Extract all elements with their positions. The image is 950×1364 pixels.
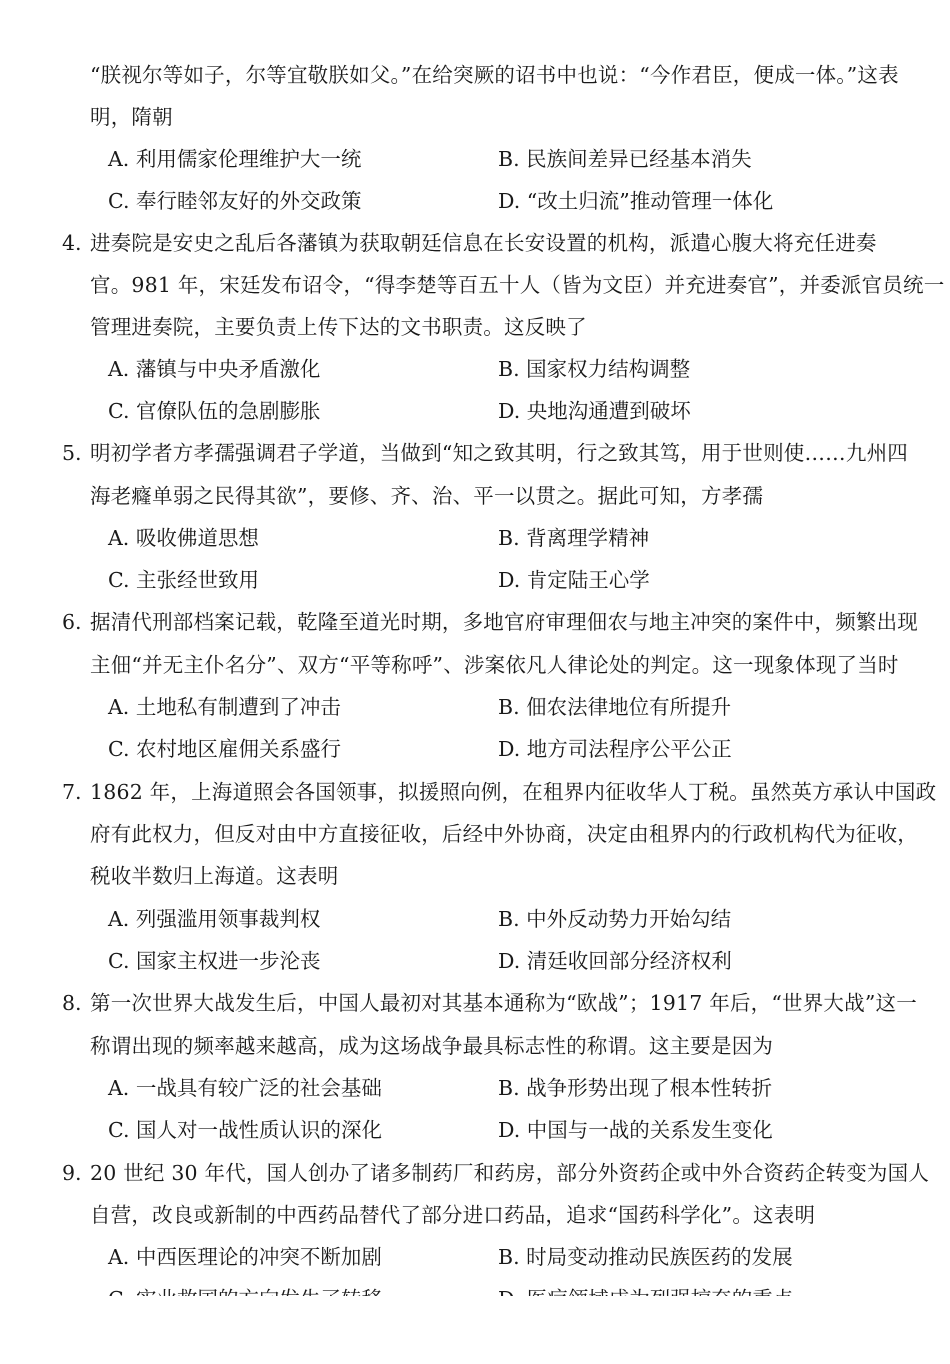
q5-stem-line-2: 海老癃单弱之民得其欲”，要修、齐、治、平一以贯之。据此可知，方孝孺: [90, 484, 764, 508]
q9-stem-line-1: 20 世纪 30 年代，国人创办了诸多制药厂和药房，部分外资药企或中外合资药企转变为国人: [90, 1161, 930, 1185]
q5-option-d[interactable]: D. 肯定陆王心学: [498, 568, 650, 592]
q4-option-b[interactable]: B. 国家权力结构调整: [498, 357, 691, 381]
q7-stem-line-2: 府有此权力，但反对由中方直接征收，后经中外协商，决定由租界内的行政机构代为征收，: [90, 822, 918, 846]
q3-option-a[interactable]: A. 利用儒家伦理维护大一统: [108, 147, 362, 171]
q3-option-c[interactable]: C. 奉行睦邻友好的外交政策: [108, 189, 362, 213]
q5-option-b[interactable]: B. 背离理学精神: [498, 526, 650, 550]
q4-number: 4.: [62, 231, 82, 255]
q9-option-a[interactable]: A. 中西医理论的冲突不断加剧: [108, 1245, 382, 1269]
q7-stem-line-3: 税收半数归上海道。这表明: [90, 864, 339, 888]
q4-option-d[interactable]: D. 央地沟通遭到破坏: [498, 399, 691, 423]
q6-option-b[interactable]: B. 佃农法律地位有所提升: [498, 695, 732, 719]
q5-option-a[interactable]: A. 吸收佛道思想: [108, 526, 259, 550]
q7-option-b[interactable]: B. 中外反动势力开始勾结: [498, 907, 732, 931]
q8-stem-line-2: 称谓出现的频率越来越高，成为这场战争最具标志性的称谓。这主要是因为: [90, 1034, 774, 1058]
q9-stem-line-2: 自营，改良或新制的中西药品替代了部分进口药品，追求“国药科学化”。这表明: [90, 1203, 816, 1227]
q7-option-a[interactable]: A. 列强滥用领事裁判权: [108, 907, 321, 931]
q8-stem-line-1: 第一次世界大战发生后，中国人最初对其基本通称为“欧战”；1917 年后，“世界大战”这一: [90, 991, 917, 1015]
q5-number: 5.: [62, 441, 82, 465]
q8-number: 8.: [62, 991, 82, 1015]
q9-number: 9.: [62, 1161, 82, 1185]
q6-stem-line-1: 据清代刑部档案记载，乾隆至道光时期，多地官府审理佃农与地主冲突的案件中，频繁出现: [90, 610, 918, 634]
q6-option-a[interactable]: A. 土地私有制遭到了冲击: [108, 695, 341, 719]
q5-option-c[interactable]: C. 主张经世致用: [108, 568, 259, 592]
q3-stem-line-1: “朕视尔等如子，尔等宜敬朕如父。”在给突厥的诏书中也说：“今作君臣，便成一体。”这表: [90, 63, 899, 87]
q3-stem-line-2: 明，隋朝: [90, 105, 173, 129]
q4-option-c[interactable]: C. 官僚队伍的急剧膨胀: [108, 399, 321, 423]
q7-option-d[interactable]: D. 清廷收回部分经济权利: [498, 949, 732, 973]
q5-stem-line-1: 明初学者方孝孺强调君子学道，当做到“知之致其明，行之致其笃，用于世则使……九州四: [90, 441, 908, 465]
q7-number: 7.: [62, 780, 82, 804]
q9-option-b[interactable]: B. 时局变动推动民族医药的发展: [498, 1245, 793, 1269]
q7-stem-line-1: 1862 年，上海道照会各国领事，拟援照向例，在租界内征收华人丁税。虽然英方承认中国政: [90, 780, 937, 804]
q4-stem-line-3: 管理进奏院，主要负责上传下达的文书职责。这反映了: [90, 315, 587, 339]
q6-number: 6.: [62, 610, 82, 634]
q4-option-a[interactable]: A. 藩镇与中央矛盾激化: [108, 357, 321, 381]
q8-option-c[interactable]: C. 国人对一战性质认识的深化: [108, 1118, 382, 1142]
q8-option-b[interactable]: B. 战争形势出现了根本性转折: [498, 1076, 773, 1100]
q7-option-c[interactable]: C. 国家主权进一步沦丧: [108, 949, 321, 973]
q4-stem-line-2: 官。981 年，宋廷发布诏令，“得李楚等百五十人（皆为文臣）并充进奏官”，并委派官员统一: [90, 273, 945, 297]
q3-option-d[interactable]: D. “改土归流”推动管理一体化: [498, 189, 774, 213]
q8-option-a[interactable]: A. 一战具有较广泛的社会基础: [108, 1076, 382, 1100]
q3-option-b[interactable]: B. 民族间差异已经基本消失: [498, 147, 752, 171]
q4-stem-line-1: 进奏院是安史之乱后各藩镇为获取朝廷信息在长安设置的机构，派遣心腹大将充任进奏: [90, 231, 877, 255]
q6-option-c[interactable]: C. 农村地区雇佣关系盛行: [108, 737, 341, 761]
q8-option-d[interactable]: D. 中国与一战的关系发生变化: [498, 1118, 773, 1142]
q6-stem-line-2: 主佃“并无主仆名分”、双方“平等称呼”、涉案依凡人律论处的判定。这一现象体现了当时: [90, 653, 899, 677]
q6-option-d[interactable]: D. 地方司法程序公平公正: [498, 737, 732, 761]
page-bottom-crop: [0, 1296, 950, 1364]
